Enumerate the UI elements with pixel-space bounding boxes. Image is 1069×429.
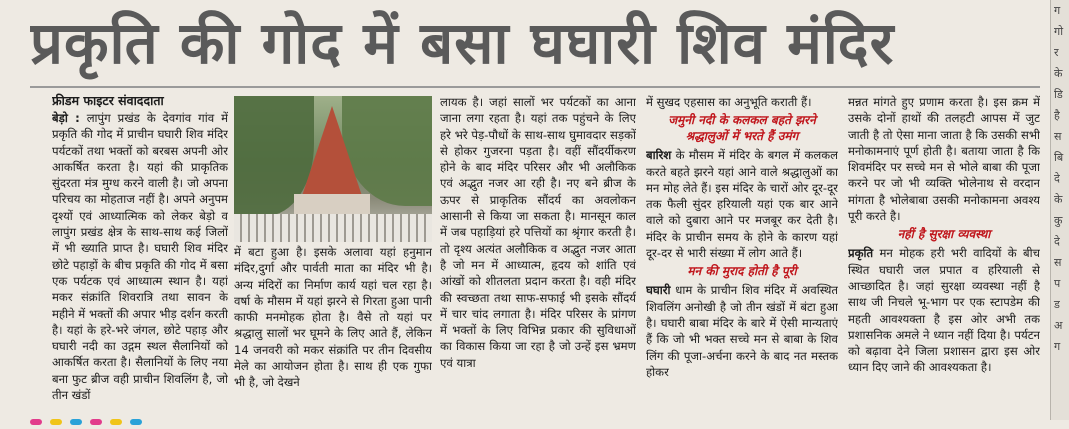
column-1-body: लापुंग प्रखंड के देवगांव गांव में प्रकृति की गोद में प्राचीन घघारी शिव मंदिर पर्यटकों तथा भक्तों को बरबस अपनी ओर आकर्षित करता है। यहां की प्राकृतिक सुंदरता मंत्र मुग्ध करने वाली है। जो अपना परिचय का मोहताज नहीं है। अपने अनुपम दृश्यों एवं आध्यात्मिक को लेकर बेड़ो व लापुंग प्रखंड क्षेत्र के साथ-साथ कई जिलों में भी ख्याति प्राप्त है। घघारी शिव मंदिर छोटे पहाड़ों के बीच प्रकृति की गोद में बसा एक पर्यटक एवं आध्यात्म स्थान है। यहां मकर संक्रांति शिवरात्रि तथा सावन के महीने में भक्तों की अपार भीड़ दर्शन करती है। यहां के हरे-भरे जंगल, छोटे पहाड़ और घघारी नदी का उद्गम स्थल सैलानियों को आकर्षित करता है। सैलानियों के लिए नया बना फुट ब्रीज वही प्राचीन शिवलिंग है, जो तीन खंडों	[52, 111, 228, 403]
dateline: बेड़ो :	[52, 111, 80, 125]
edge-fragment: ग	[1054, 4, 1061, 17]
column-1-text	[52, 110, 228, 403]
column-3	[440, 94, 636, 410]
edge-fragment: के	[1054, 193, 1063, 206]
railing	[234, 214, 432, 242]
column-4-body-1: के मौसम में मंदिर के बगल में कलकल करते बहते झरने यहां आने वाले श्रद्धालुओं का मन मोह लेते हैं। इस मंदिर के चारों ओर दूर-दूर तक फैली सुंदर हरियाली यहां एक बार आने वाले को दुबारा आने पर मजबूर कर देती है। मंदिर के प्राचीन समय के होने के कारण यहां दूर-दर से भारी संख्या में लोग आते हैं।	[646, 148, 838, 261]
edge-fragment: डि	[1054, 88, 1063, 101]
adjacent-column-edge	[1050, 0, 1069, 420]
column-4-para-1	[646, 147, 838, 261]
edge-fragment: दे	[1054, 235, 1060, 248]
edge-fragment: ड	[1054, 298, 1060, 311]
column-5-body-2: मन मोहक हरी भरी वादियों के बीच स्थित घघारी जल प्रपात व हरियाली से आच्छादित है। जहां सुरक्षा व्यवस्था नहीं है साथ जी निचले भू-भाग पर एक स्टापडेम की महती आवश्यक्ता है इस ओर अभी तक प्रशासनिक अमले ने ध्यान नहीं दिया है। पर्यटन को बढ़ावा देने जिला प्रशासन द्वारा इस ओर ध्यान दिए जाने की आवश्यकता है।	[848, 246, 1040, 375]
edge-fragment: अ	[1054, 319, 1063, 332]
column-5-body-1: मन्नत मांगते हुए प्रणाम करता है। इस क्रम में उसके दोनों हाथों की तलहटी आपस में जुट जाती है तो ऐसा माना जाता है कि उसकी सभी मनोकामनाएं पूर्ण होती है। बताया जाता है कि शिवमंदिर पर सच्चे मन से भोले बाबा की पूजा करने पर जो भी व्यक्ति भोलेनाथ से वरदान मांगता है भोलेबाबा उसकी मनोकामना अवश्य पूरी करते है।	[848, 95, 1040, 224]
column-4-para-2	[646, 282, 838, 380]
column-5-para-2	[848, 245, 1040, 375]
headline-rule	[30, 86, 1040, 88]
column-2-body: में बटा हुआ है। इसके अलावा यहां हनुमान मंदिर,दुर्गा और पार्वती माता का मंदिर भी है। अन्य मंदिरों का निर्माण कार्य यहां चल रहा है। वर्षा के मौसम में यहां झरने से गिरता हुआ पानी काफी मनमोहक होता है। वैसे तो यहां पर श्रद्धालु सालों भर घूमने के लिए आते हैं, लेकिन 14 जनवरी को मकर संक्रांति पर तीन दिवसीय मेले का आयोजन होता है। साथ ही एक गुफा भी है, जो देखने	[234, 245, 432, 390]
column-4-body-2: धाम के प्राचीन शिव मंदिर में अवस्थित शिवलिंग अनोखी है जो तीन खंडों में बंटा हुआ है। घघारी बाबा मंदिर के बारे में ऐसी मान्यताएं हैं कि जो भी भक्त सच्चे मन से बाबा के शिव लिंग की पूजा-अर्चना करने के बाद नत मस्तक होकर	[646, 283, 838, 379]
subheading-1: जमुनी नदी के कलकल बहते झरने श्रद्धालुओं में भरते हैं उमंग	[668, 113, 816, 144]
column-1	[52, 92, 228, 412]
temple-base	[294, 194, 370, 216]
lead-word: घघारी	[646, 283, 671, 298]
edge-fragment: के	[1054, 67, 1063, 80]
edge-fragment: कु	[1054, 214, 1063, 227]
edge-fragment: गो	[1054, 25, 1064, 38]
headline: प्रकृति की गोद में बसा घघारी शिव मंदिर	[30, 9, 895, 77]
edge-fragment: स	[1054, 256, 1062, 269]
column-3-body: लायक है। जहां सालों भर पर्यटकों का आना जाना लगा रहता है। यहां तक पहुंचने के लिए हरे भरे पेड़-पौधों के साथ-साथ घुमावदार सड़कों से होकर गुजरना पड़ता है। वहीं सौंदर्यीकरण होने के बाद मंदिर परिसर और भी अलौकिक एवं अद्भुत नजर आ रही है। नए बने ब्रीज के ऊपर से प्राकृतिक सौंदर्य का अवलोकन आसानी से किया जा सकता है। मानसून काल में जब पहाड़ियां हरे पत्तियों का श्रृंगार करती है। तो दृश्य अत्यंत अलौकिक व अद्भुत नजर आता है जो मन में आध्यात्म, हृदय को शांति एवं आंखों को शीतलता प्रदान करता है। वही मंदिर की स्वच्छता तथा साफ-सफाई भी इसके सौंदर्य में चार चांद लगाता है। मंदिर परिसर के प्रांगण में भक्तों के लिए विभिन्न प्रकार की सुविधाओं का विकास किया जा रहा है जो उन्हें इस भ्रमण एवं यात्रा	[440, 95, 636, 370]
edge-fragment: बि	[1054, 151, 1064, 164]
column-5	[848, 94, 1040, 410]
color-registration-strip	[30, 410, 1040, 420]
edge-fragment: ग	[1054, 340, 1061, 353]
temple-photo	[234, 96, 432, 242]
lead-word: बारिश	[646, 148, 672, 163]
temple-spire	[302, 106, 362, 196]
byline: फ्रीडम फाइटर संवाददाता	[52, 93, 164, 108]
column-2	[234, 244, 432, 410]
column-4-intro: में सुखद एहसास का अनुभूति कराती हैं।	[646, 95, 812, 109]
edge-fragment: स	[1054, 130, 1062, 143]
column-4	[646, 94, 838, 410]
edge-fragment: प	[1054, 277, 1061, 290]
edge-fragment: दे	[1054, 172, 1060, 185]
subheading-3: नहीं है सुरक्षा व्यवस्था	[897, 227, 991, 242]
lead-word: प्रकृति	[848, 246, 874, 261]
edge-fragment: है	[1054, 109, 1060, 122]
edge-fragment: र	[1054, 46, 1059, 59]
subheading-2: मन की मुराद होती है पूरी	[687, 264, 797, 279]
